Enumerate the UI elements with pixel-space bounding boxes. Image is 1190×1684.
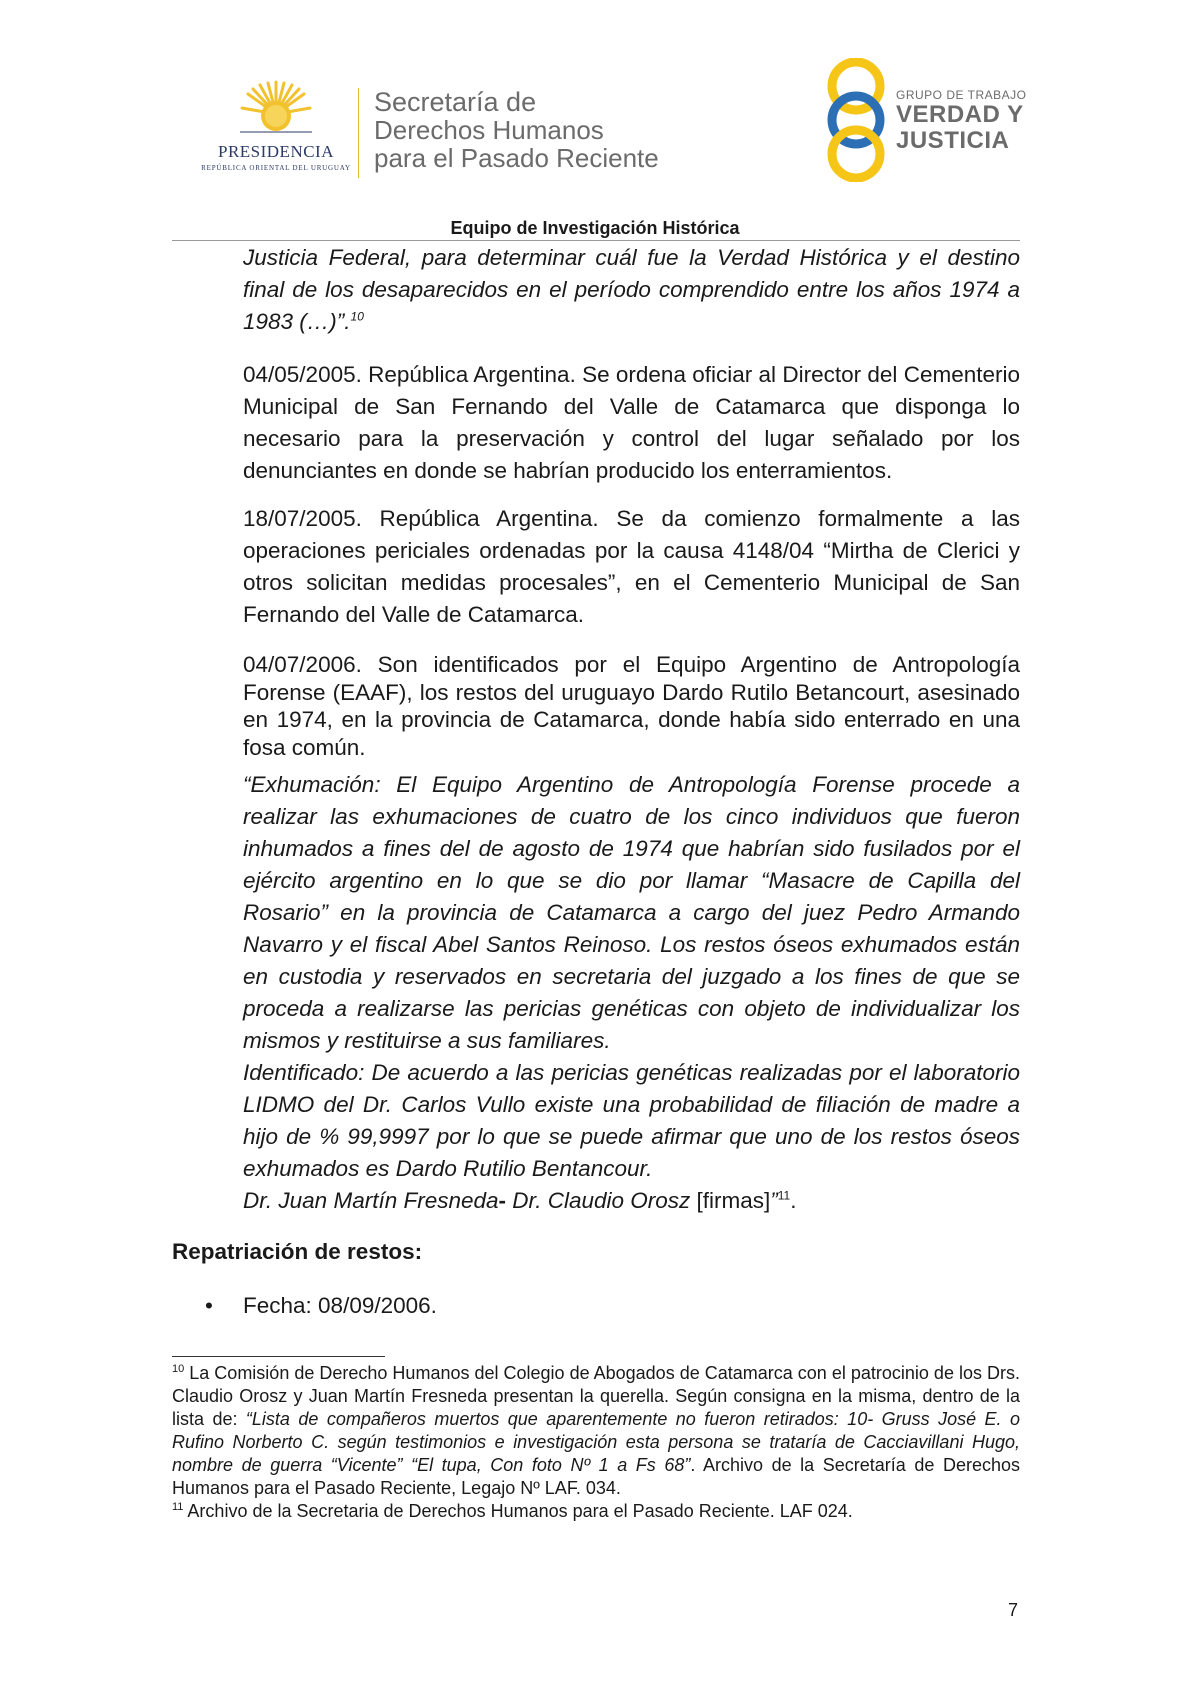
presidencia-name: PRESIDENCIA xyxy=(217,142,334,161)
entry-2005-07-text: 18/07/2005. República Argentina. Se da comienzo formalmente a las operaciones periciales ordenadas por la causa 4148/04 “Mirtha de Clerici y otros solicitan medidas procesales”, en el Cementerio Municipal de San Fernando del Valle de Catamarca. xyxy=(243,506,1020,627)
secretaria-line-2: Derechos Humanos xyxy=(374,115,604,145)
footnotes xyxy=(172,1362,1020,1523)
verdad-justicia-logo xyxy=(818,58,1028,178)
entry-2005-05-text: 04/05/2005. República Argentina. Se ordena oficiar al Director del Cementerio Municipal de San Fernando del Valle de Catamarca que disponga lo necesario para la preservación y control del lugar señalado por los denunciantes en donde se habrían producido los enterramientos. xyxy=(243,362,1020,483)
footnote-10-num: 10 xyxy=(172,1363,185,1375)
signer-2: Dr. Claudio Orosz xyxy=(506,1188,691,1213)
signatures-end: . xyxy=(790,1188,797,1213)
footnote-11-num: 11 xyxy=(172,1501,184,1513)
footnote-10-text-a: La Comisión de Derecho Humanos del Colegio de Abogados de Catamarca con el patrocinio de los Drs. Claudio Orosz y Juan Martín Fresneda presentan la querella. Según consigna en la misma, dentro de la lista de: xyxy=(172,1363,1020,1429)
identificado-quote xyxy=(243,1057,1020,1185)
verdad-justicia-text xyxy=(896,88,1026,154)
header-rule xyxy=(172,240,1020,241)
entry-2006-text: 04/07/2006. Son identificados por el Equipo Argentino de Antropología Forense (EAAF), los restos del uruguayo Dardo Rutilo Betancourt, asesinado en 1974, en la provincia de Catamarca, donde había sido enterrado en una fosa común. xyxy=(243,652,1020,760)
footnote-10 xyxy=(172,1362,1020,1500)
quote-continuation xyxy=(243,242,1020,338)
sun-icon xyxy=(240,80,312,142)
footnote-10-italic: “Lista de compañeros muertos que aparentemente no fueron retirados: 10- Gruss José E. o Rufino Norberto C. según testimonios e investigación esta persona se trataría de Cacciavillani Hugo, nombre de guerra “Vicente” “El tupa, Con foto Nº 1 a Fs 68” xyxy=(172,1409,1020,1475)
presidencia-subtitle: REPÚBLICA ORIENTAL DEL URUGUAY xyxy=(201,164,351,172)
bullet-text: Fecha: 08/09/2006. xyxy=(243,1293,437,1318)
bullet-icon: • xyxy=(205,1293,213,1318)
gvj-line-3: JUSTICIA xyxy=(896,127,1010,154)
gvj-line-1: GRUPO DE TRABAJO xyxy=(896,88,1027,102)
section-title: Repatriación de restos: xyxy=(172,1239,423,1264)
identificado-text: Identificado: De acuerdo a las pericias genéticas realizadas por el laboratorio LIDMO del Dr. Carlos Vullo existe una probabilidad de filiación de madre a hijo de % 99,9997 por lo que se puede afirmar que uno de los restos óseos exhumados es Dardo Rutilio Bentancour. xyxy=(243,1060,1020,1181)
footnote-10-text-b: . Archivo de la Secretaría de Derechos Humanos para el Pasado Reciente, Legajo Nº LAF. 034. xyxy=(172,1455,1021,1498)
gvj-line-2: VERDAD Y xyxy=(896,101,1024,128)
secretaria-logo-text xyxy=(374,88,659,172)
entry-2005-07 xyxy=(243,503,1020,631)
page-header xyxy=(0,0,1190,240)
signatures-line xyxy=(243,1185,1020,1217)
secretaria-line-3: para el Pasado Reciente xyxy=(374,143,659,173)
quote-text: Justicia Federal, para determinar cuál fue la Verdad Histórica y el destino final de los desaparecidos en el período comprendido entre los años 1974 a 1983 (…)”. xyxy=(243,245,1020,334)
entry-2005-05 xyxy=(243,359,1020,487)
list-item xyxy=(205,1290,437,1322)
firmas-bracket: [firmas] xyxy=(690,1188,771,1213)
exhumacion-quote xyxy=(243,769,1020,1057)
signer-dash: - xyxy=(498,1188,507,1213)
rings-icon xyxy=(818,58,894,182)
footnote-ref-10[interactable]: 10 xyxy=(350,309,364,324)
exhumacion-label: “Exhumación xyxy=(243,772,375,797)
footnote-11-text: Archivo de la Secretaria de Derechos Humanos para el Pasado Reciente. LAF 024. xyxy=(183,1501,853,1521)
entry-2006 xyxy=(243,651,1020,761)
presidencia-logo xyxy=(196,80,356,180)
footnote-rule xyxy=(172,1356,385,1357)
quote-close: ” xyxy=(770,1188,778,1213)
exhumacion-text: : El Equipo Argentino de Antropología Forense procede a realizar las exhumaciones de cuatro de los cinco individuos que fueron inhumados a fines del de agosto de 1974 que habrían sido fusilados por el ejército argentino en lo que se dio por llamar “Masacre de Capilla del Rosario” en la provincia de Catamarca a cargo del juez Pedro Armando Navarro y el fiscal Abel Santos Reinoso. Los restos óseos exhumados están en custodia y reservados en secretaria del juzgado a los fines de que se proceda a realizarse las pericias genéticas con objeto de individualizar los mismos y restituirse a sus familiares. xyxy=(243,772,1020,1053)
footnote-ref-11[interactable]: 11 xyxy=(777,1188,791,1203)
secretaria-line-1: Secretaría de xyxy=(374,87,537,117)
team-title: Equipo de Investigación Histórica xyxy=(450,218,740,238)
signer-1: Dr. Juan Martín Fresneda xyxy=(243,1188,499,1213)
footnote-11 xyxy=(172,1500,1020,1523)
header-divider xyxy=(358,88,359,178)
page-number: 7 xyxy=(1008,1600,1019,1620)
